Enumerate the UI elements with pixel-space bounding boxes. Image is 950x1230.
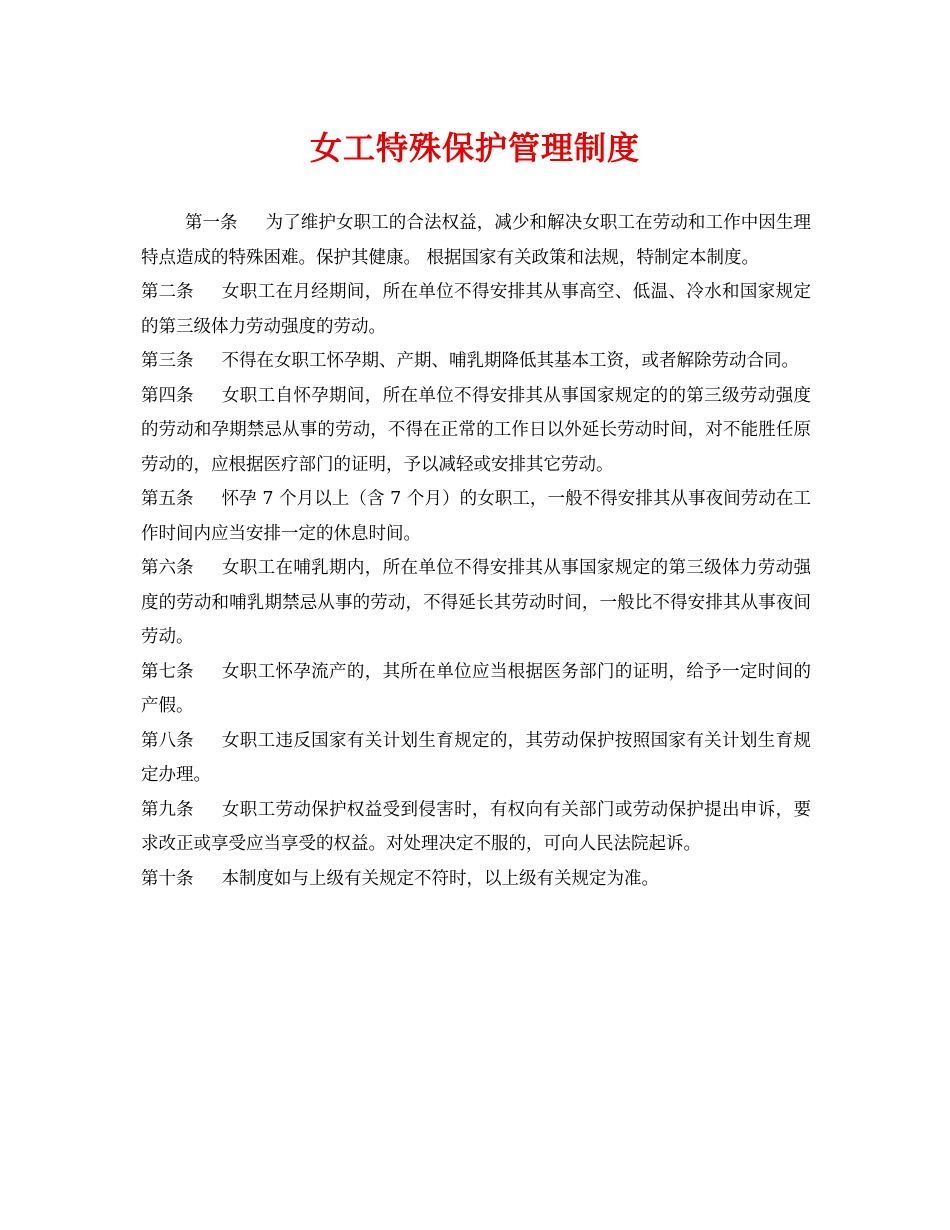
article-text: 不得在女职工怀孕期、产期、哺乳期降低其基本工资，或者解除劳动合同。 (221, 351, 799, 371)
article-3 (141, 344, 811, 379)
article-number: 第八条 (141, 730, 194, 751)
article-text: 女职工劳动保护权益受到侵害时，有权向有关部门或劳动保护提出申诉，要求改正或享受应当享受的权益。对处理决定不服的，可向人民法院起诉。 (141, 799, 811, 854)
article-6 (141, 551, 811, 655)
article-number: 第三条 (141, 351, 194, 371)
article-number: 第十条 (141, 868, 194, 889)
article-number: 第六条 (141, 558, 194, 578)
article-5 (141, 482, 811, 551)
article-number: 第七条 (141, 661, 194, 682)
document-body (141, 206, 811, 896)
article-2 (141, 275, 811, 344)
document-title: 女工特殊保护管理制度 (309, 129, 640, 167)
article-text: 女职工自怀孕期间，所在单位不得安排其从事国家规定的的第三级劳动强度的劳动和孕期禁忌从事的劳动，不得在正常的工作日以外延长劳动时间，对不能胜任原劳动的，应根据医疗部门的证明，予以减轻或安排其它劳动。 (141, 385, 811, 475)
article-4 (141, 379, 811, 483)
article-number: 第四条 (141, 385, 194, 406)
article-text: 女职工在哺乳期内，所在单位不得安排其从事国家规定的第三级体力劳动强度的劳动和哺乳期禁忌从事的劳动，不得延长其劳动时间，一般比不得安排其从事夜间劳动。 (141, 558, 811, 647)
article-8 (141, 724, 811, 793)
article-1 (141, 206, 811, 275)
article-10 (141, 862, 811, 897)
article-number: 第一条 (185, 213, 238, 233)
article-text: 为了维护女职工的合法权益，减少和解决女职工在劳动和工作中因生理特点造成的特殊困难。保护其健康。 根据国家有关政策和法规，特制定本制度。 (141, 213, 811, 268)
article-text: 本制度如与上级有关规定不符时，以上级有关规定为准。 (221, 868, 659, 889)
article-text: 女职工怀孕流产的，其所在单位应当根据医务部门的证明，给予一定时间的产假。 (141, 661, 811, 716)
article-7 (141, 655, 811, 724)
article-text: 怀孕 7 个月以上（含 7 个月）的女职工，一般不得安排其从事夜间劳动在工作时间内应当安排一定的休息时间。 (141, 489, 811, 544)
article-number: 第九条 (141, 799, 194, 820)
article-9 (141, 793, 811, 862)
article-number: 第二条 (141, 282, 194, 302)
article-text: 女职工违反国家有关计划生育规定的，其劳动保护按照国家有关计划生育规定办理。 (141, 730, 811, 785)
article-text: 女职工在月经期间，所在单位不得安排其从事高空、低温、冷水和国家规定的第三级体力劳动强度的劳动。 (141, 282, 811, 337)
article-number: 第五条 (141, 489, 194, 509)
